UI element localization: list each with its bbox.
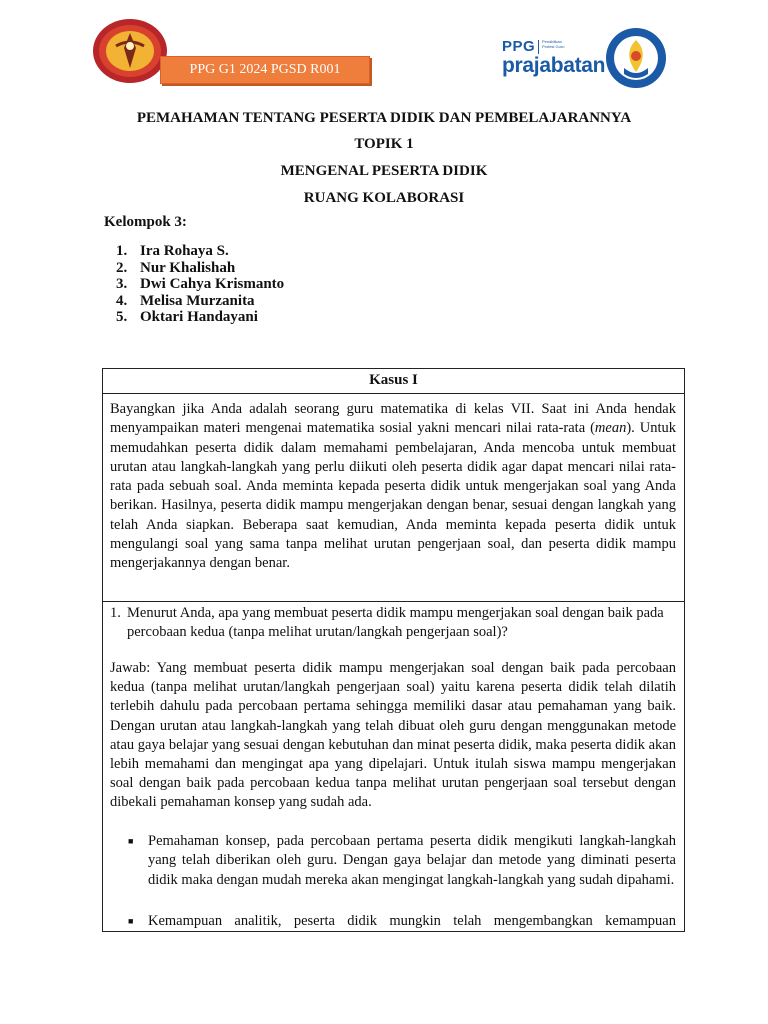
course-code-banner: PPG G1 2024 PGSD R001 <box>160 56 370 84</box>
ppg-logo-main: prajabatan <box>502 54 606 77</box>
member-item: 5. Oktari Handayani <box>116 309 258 325</box>
page-header <box>0 0 768 100</box>
ppg-logo-divider <box>538 40 539 54</box>
main-title: PEMAHAMAN TENTANG PESERTA DIDIK DAN PEMBELAJARANNYA <box>136 110 632 126</box>
tut-wuri-handayani-logo-icon <box>604 26 668 90</box>
section-title: RUANG KOLABORASI <box>303 190 465 206</box>
member-list <box>116 243 284 326</box>
member-item: 4. Melisa Murzanita <box>116 292 255 309</box>
member-item: 2. Nur Khalishah <box>116 259 236 276</box>
case-table <box>102 368 685 932</box>
mean-term: mean <box>594 420 627 437</box>
case-description: Bayangkan jika Anda adalah seorang guru matematika di kelas VII. Saat ini Anda hendak menyampaikan materi mengenai matematika sosial yakni mencari nilai rata-rata (mean). Untuk memudahkan peserta didik dalam memahami pembelajaran, Anda mencoba untuk membuat urutan atau langkah-langkah yang perlu diikuti oleh peserta didik agar dapat mencari nilai rata-rata pada sebuah soal. Anda meminta kepada peserta didik untuk mengerjakan soal yang Anda berikan. Hasilnya, peserta didik mampu mengerjakan dengan benar, sesuai dengan langkah yang telah Anda siapkan. Beberapa saat kemudian, Anda meminta kepada peserta didik untuk mengulangi soal yang sama tanpa melihat urutan pengerjaan soal, dan peserta didik mampu mengerjakannya dengan benar. <box>110 401 676 572</box>
subtopic-title: MENGENAL PESERTA DIDIK <box>280 163 488 179</box>
question-number: 1. <box>110 605 121 621</box>
group-label: Kelompok 3: <box>104 214 187 230</box>
answer-bullet: ■ Pemahaman konsep, pada percobaan pertama peserta didik mengikuti langkah-langkah yang telah diberikan oleh guru. Dengan gaya belajar dan metode yang diminati peserta didik maka dengan mudah mereka akan mengingat langkah-langkah yang sudah dipahami. <box>128 833 676 888</box>
university-logo-icon <box>92 18 168 84</box>
question-text: Menurut Anda, apa yang membuat peserta didik mampu mengerjakan soal dengan baik pada percobaan kedua (tanpa melihat urutan/langkah pengerjaan soal)? <box>127 605 664 641</box>
table-divider <box>103 601 684 602</box>
ppg-logo-small: Pendidikan Profesi Guru <box>542 39 565 49</box>
topic-title: TOPIK 1 <box>354 136 414 152</box>
answer-text: Jawab: Yang membuat peserta didik mampu mengerjakan soal dengan baik pada percobaan kedua (tanpa melihat urutan/langkah pengerjaan soal) yaitu karena peserta didik telah dilatih terlebih dahulu pada percobaan pertama sehingga memiliki dasar atau pemahaman yang baik. Dengan urutan atau langkah-langkah yang telah dibuat oleh guru dengan menggunakan metode atau gaya belajar yang sesuai dengan kebutuhan dan minat peserta didik, maka peserta didik akan lebih memahami dan mengingat apa yang dipelajari. Untuk itulah siswa mampu mengerjakan soal dengan baik pada percobaan kedua tanpa melihat urutan pengerjaan soal tersebut dengan dibekali pemahaman konsep yang sudah ada. <box>110 660 676 811</box>
answer-bullet: ■ Kemampuan analitik, peserta didik mungkin telah mengembangkan kemampuan <box>128 912 676 931</box>
case-heading: Kasus I <box>103 369 684 394</box>
question-item <box>110 604 676 643</box>
member-item: 3. Dwi Cahya Krismanto <box>116 276 285 292</box>
ppg-prajabatan-logo <box>502 38 608 80</box>
ppg-logo-top: PPG <box>502 38 536 55</box>
member-item: 1. Ira Rohaya S. <box>116 243 229 259</box>
square-bullet-icon: ■ <box>128 836 134 846</box>
square-bullet-icon: ■ <box>128 916 134 926</box>
